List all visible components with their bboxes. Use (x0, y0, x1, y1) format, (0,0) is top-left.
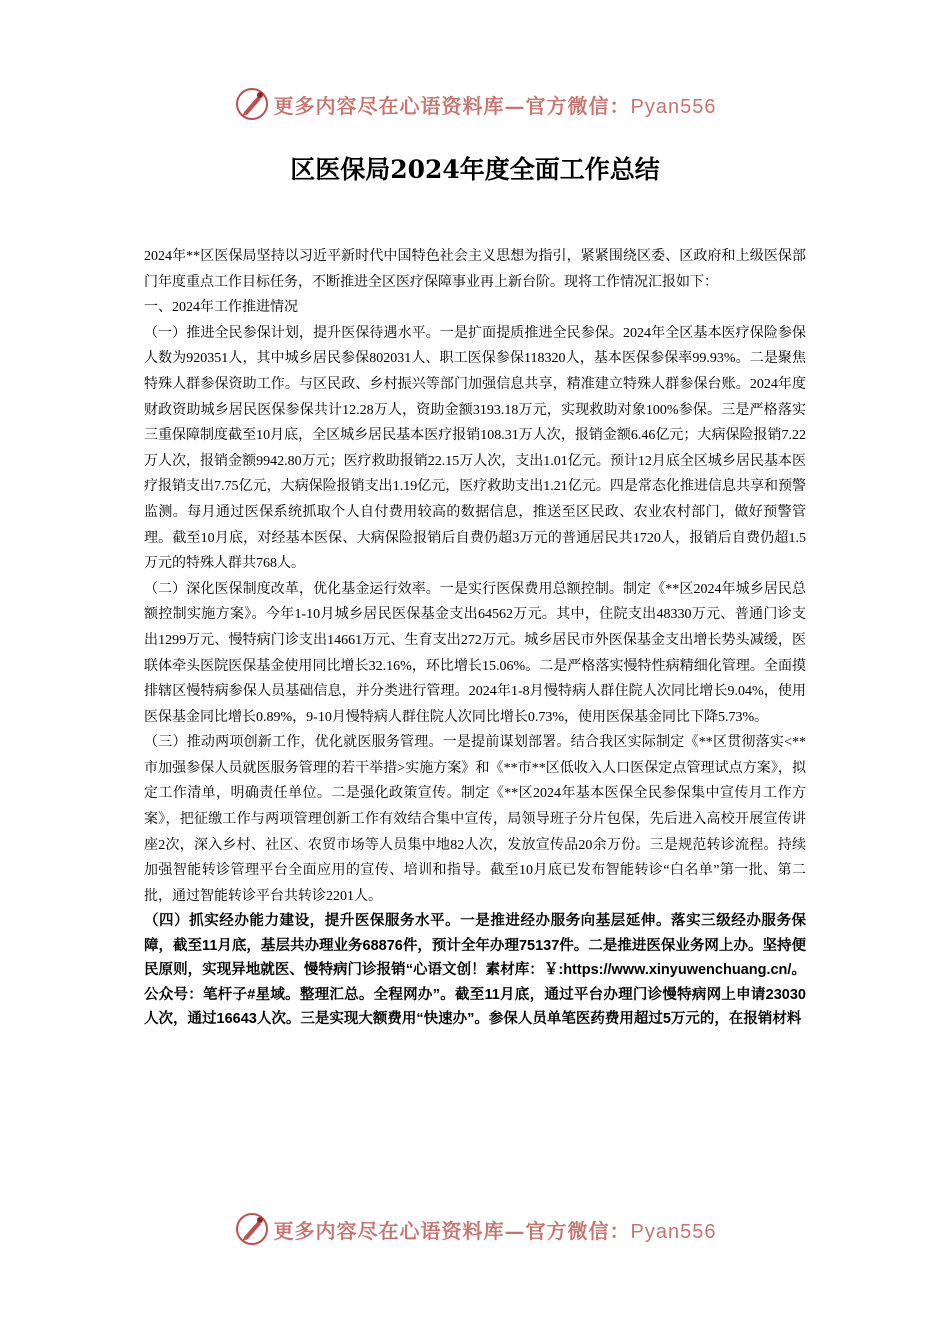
footer-banner (0, 1209, 950, 1249)
quill-logo-icon (234, 1211, 270, 1247)
section-heading: 一、2024年工作推进情况 (144, 300, 298, 316)
header-banner-text: 更多内容尽在心语资料库—官方微信：Pyan556 (273, 93, 717, 118)
header-banner (0, 84, 950, 124)
footer-banner-text: 更多内容尽在心语资料库—官方微信：Pyan556 (273, 1218, 717, 1243)
document-title: 区医保局2024年度全面工作总结 (290, 155, 660, 184)
paragraph-system-reform: （二）深化医保制度改革，优化基金运行效率。一是实行医保费用总额控制。制定《**区2024年城乡居民总额控制实施方案》。今年1-10月城乡居民医保基金支出64562万元。其中，住院支出48330万元、普通门诊支出1299万元、慢特病门诊支出14661万元、生育支出272万元。城乡居民市外医保基金支出增长势头减缓，医联体牵头医院医保基金使用同比增长32.16%，环比增长15.06%。二是严格落实慢特性病精细化管理。全面摸排辖区慢特病参保人员基础信息，并分类进行管理。2024年1-8月慢特病人群住院人次同比增长9.04%，使用医保基金同比增长0.89%，9-10月慢特病人群住院人次同比增长0.73%，使用医保基金同比下降5.73%。 (144, 581, 806, 725)
header-wechat-id: Pyan556 (630, 95, 717, 118)
footer-wechat-id: Pyan556 (630, 1220, 717, 1243)
paragraph-insurance-coverage: （一）推进全民参保计划，提升医保待遇水平。一是扩面提质推进全民参保。2024年全区基本医疗保险参保人数为920351人，其中城乡居民参保802031人、职工医保参保118320人，基本医保参保率99.93%。二是聚焦特殊人群参保资助工作。与区民政、乡村振兴等部门加强信息共享，精准建立特殊人群参保台账。2024年度财政资助城乡居民医保参保共计12.28万人，资助金额3193.18万元，实现救助对象100%参保。三是严格落实三重保障制度截至10月底，全区城乡居民基本医疗报销108.31万人次，报销金额6.46亿元；大病保险报销7.22万人次，报销金额9942.80万元；医疗救助报销22.15万人次，支出1.01亿元。预计12月底全区城乡居民基本医疗报销支出7.75亿元，大病保险报销支出1.19亿元，医疗救助支出1.21亿元。四是常态化推进信息共享和预警监测。每月通过医保系统抓取个人自付费用较高的数据信息，推送至区民政、农业农村部门，做好预警管理。截至10月底，对经基本医保、大病保险报销后自费仍超3万元的普通居民共1720人，报销后自费仍超1.5万元的特殊人群共768人。 (144, 325, 806, 572)
paragraph-service-capability: （四）抓实经办能力建设，提升医保服务水平。一是推进经办服务向基层延伸。落实三级经办服务保障，截至11月底，基层共办理业务68876件，预计全年办理75137件。二是推进医保业务网上办。坚持便民原则，实现异地就医、慢特病门诊报销“心语文创！素材库：￥:https://www.xinyuwenchuang.cn/。公众号：笔杆子#星域。整理汇总。全程网办”。截至11月底，通过平台办理门诊慢特病网上申请23030人次，通过16643人次。三是实现大额费用“快速办”。参保人员单笔医药费用超过5万元的，在报销材料 (144, 913, 806, 1028)
document-body (144, 244, 806, 1032)
paragraph-innovation: （三）推动两项创新工作，优化就医服务管理。一是提前谋划部署。结合我区实际制定《**区贯彻落实<**市加强参保人员就医服务管理的若干举措>实施方案》和《**市**区低收入人口医保定点管理试点方案》，拟定工作清单，明确责任单位。二是强化政策宣传。制定《**区2024年基本医保全民参保集中宣传月工作方案》，把征缴工作与两项管理创新工作有效结合集中宣传，局领导班子分片包保，先后进入高校开展宣传讲座2次，深入乡村、社区、农贸市场等人员集中地82人次，发放宣传品20余万份。三是规范转诊流程。持续加强智能转诊管理平台全面应用的宣传、培训和指导。截至10月底已发布智能转诊“白名单”第一批、第二批，通过智能转诊平台共转诊2201人。 (144, 735, 806, 904)
quill-logo-icon (234, 86, 270, 122)
intro-paragraph: 2024年**区医保局坚持以习近平新时代中国特色社会主义思想为指引，紧紧围绕区委、区政府和上级医保部门年度重点工作目标任务，不断推进全区医疗保障事业再上新台阶。现将工作情况汇报如下： (144, 249, 806, 290)
